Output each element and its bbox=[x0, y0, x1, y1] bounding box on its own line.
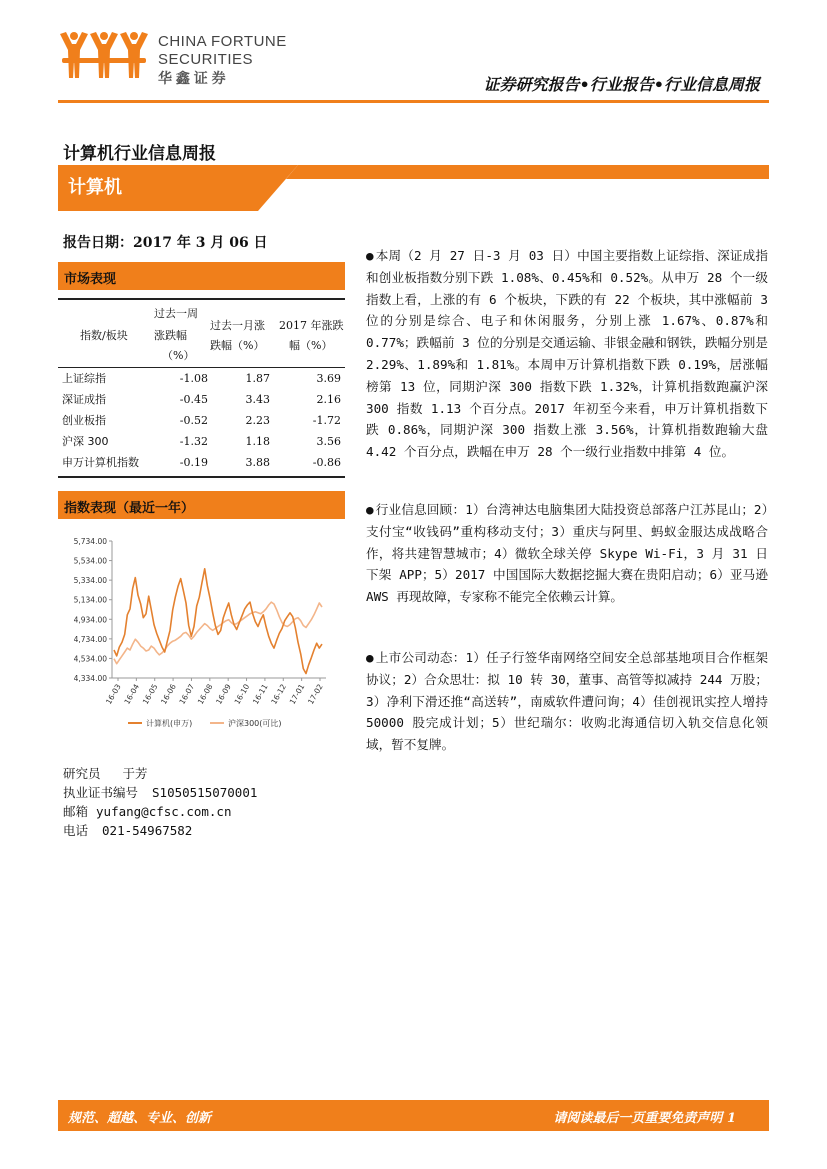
row-name: 沪深 300 bbox=[62, 435, 109, 448]
row-ytd: 2.16 bbox=[316, 393, 341, 406]
table-header-month-1: 过去一月涨 bbox=[210, 319, 265, 332]
market-section-label: 市场表现 bbox=[64, 272, 117, 287]
x-tick-label: 16-04 bbox=[122, 682, 142, 706]
cert-label: 执业证书编号 bbox=[63, 785, 139, 800]
y-tick-label: 4,734.00 bbox=[73, 634, 107, 644]
bullet-icon: ● bbox=[366, 248, 374, 263]
x-tick-label: 16-08 bbox=[195, 682, 215, 706]
analyst-role-label: 研究员 bbox=[63, 766, 101, 781]
table-header-name: 指数/板块 bbox=[80, 329, 128, 342]
row-name: 上证综指 bbox=[62, 372, 106, 385]
report-type: 证券研究报告•行业报告•行业信息周报 bbox=[483, 75, 760, 94]
phone-label: 电话 bbox=[63, 823, 89, 838]
row-month: 2.23 bbox=[245, 414, 270, 427]
logo-figures-icon bbox=[58, 28, 150, 84]
row-week: -1.08 bbox=[179, 372, 208, 385]
legend-label-1: 沪深300(可比) bbox=[228, 719, 282, 728]
x-tick-label: 16-06 bbox=[159, 682, 178, 706]
paragraph-industry-news bbox=[366, 499, 768, 608]
x-tick-label: 16-10 bbox=[232, 682, 252, 706]
row-name: 创业板指 bbox=[62, 414, 106, 427]
row-week: -1.32 bbox=[179, 435, 208, 448]
phone-number: 021-54967582 bbox=[102, 823, 193, 838]
row-month: 3.43 bbox=[245, 393, 270, 406]
sector-banner bbox=[58, 165, 769, 211]
table-header-week-1: 过去一周 bbox=[154, 307, 198, 320]
x-tick-label: 16-09 bbox=[214, 682, 233, 706]
row-week: -0.45 bbox=[179, 393, 208, 406]
x-tick-label: 16-11 bbox=[250, 682, 270, 706]
row-week: -0.19 bbox=[179, 456, 208, 469]
row-ytd: -0.86 bbox=[312, 456, 341, 469]
report-date: 报告日期：2017 年 3 月 06 日 bbox=[63, 235, 268, 251]
row-month: 1.18 bbox=[245, 435, 270, 448]
row-month: 1.87 bbox=[245, 372, 270, 385]
analyst-name: 于芳 bbox=[122, 766, 148, 781]
x-tick-label: 17-02 bbox=[306, 682, 325, 706]
analyst-block bbox=[63, 764, 257, 840]
y-tick-label: 5,734.00 bbox=[73, 537, 107, 546]
row-week: -0.52 bbox=[179, 414, 208, 427]
company-logo bbox=[58, 28, 150, 84]
sector-title: 计算机 bbox=[68, 177, 122, 198]
bullet-icon: ● bbox=[366, 502, 374, 517]
table-top-rule bbox=[58, 298, 345, 300]
y-tick-label: 5,134.00 bbox=[73, 595, 107, 605]
table-header-rule bbox=[58, 367, 345, 368]
bullet-icon: ● bbox=[366, 650, 374, 665]
row-ytd: 3.56 bbox=[316, 435, 341, 448]
table-header-ytd-2: 幅（%） bbox=[289, 339, 333, 352]
x-tick-label: 16-12 bbox=[269, 682, 289, 706]
row-ytd: 3.69 bbox=[316, 372, 341, 385]
legend-label-0: 计算机(申万) bbox=[146, 719, 193, 728]
email-row bbox=[63, 802, 257, 821]
paragraph-company-news bbox=[366, 647, 768, 756]
table-header-week-3: （%） bbox=[162, 349, 195, 362]
phone-row bbox=[63, 821, 257, 840]
cert-row bbox=[63, 783, 257, 802]
market-table bbox=[58, 298, 345, 478]
market-section-heading bbox=[58, 262, 345, 290]
y-tick-label: 4,934.00 bbox=[73, 615, 107, 625]
row-name: 申万计算机指数 bbox=[62, 456, 139, 469]
paragraph-weekly-summary bbox=[366, 245, 768, 463]
header-rule bbox=[58, 100, 769, 103]
company-name-en-line1: CHINA FORTUNE bbox=[158, 33, 287, 50]
x-tick-label: 17-01 bbox=[287, 682, 307, 706]
email-label: 邮箱 bbox=[63, 804, 89, 819]
x-tick-label: 16-05 bbox=[140, 682, 160, 706]
page-title: 计算机行业信息周报 bbox=[63, 144, 216, 164]
row-month: 3.88 bbox=[245, 456, 270, 469]
table-bottom-rule bbox=[58, 476, 345, 478]
paragraph-text: 本周（2 月 27 日-3 月 03 日）中国主要指数上证综指、深证成指和创业板指数分别下跌 1.08%、0.45%和 0.52%。从申万 28 个一级指数上看，上涨的有 6 个板块，下跌的有 22 个板块，其中涨幅前 3 位的分别是综合、电子和休闲服务，分别上涨 1.67%、0.87%和 0.77%；跌幅前 3 位的分别是交通运输、非银金融和钢铁，跌幅分别是 2.29%、1.89%和 1.81%。本周申万计算机指数下跌 0.19%，居涨幅榜第 13 位，同期沪深 300 指数下跌 1.32%，计算机指数跑赢沪深 300 指数 1.13 个百分点。2017 年初至今来看，申万计算机指数下跌 0.86%，同期沪深 300 指数上涨 3.56%，计算机指数跑输大盘 4.42 个百分点，跌幅在申万 28 个一级行业指数中排第 4 位。 bbox=[366, 248, 768, 460]
cert-number: S1050515070001 bbox=[152, 785, 258, 800]
footer-slogan: 规范、超越、专业、创新 bbox=[68, 1111, 212, 1126]
y-tick-label: 5,334.00 bbox=[73, 576, 107, 586]
footer-bar bbox=[58, 1100, 769, 1131]
paragraph-text: 行业信息回顾：1）台湾神达电脑集团大陆投资总部落户江苏昆山；2）支付宝“收钱码”重构移动支付；3）重庆与阿里、蚂蚁金服达成战略合作，将共建智慧城市；4）微软全球关停 Skype Wi-Fi，3 月 31 日下架 APP；5）2017 中国国际大数据挖掘大赛在贵阳启动；6）亚马逊 AWS 再现故障，专家称不能完全依赖云计算。 bbox=[366, 502, 768, 605]
row-ytd: -1.72 bbox=[312, 414, 341, 427]
table-header-ytd-1: 2017 年涨跌 bbox=[279, 319, 344, 332]
index-section-label: 指数表现（最近一年） bbox=[64, 501, 195, 516]
analyst-row bbox=[63, 764, 257, 783]
table-header-month-2: 跌幅（%） bbox=[210, 339, 265, 352]
footer-disclaimer-link[interactable]: 请阅读最后一页重要免责声明 1 bbox=[553, 1111, 736, 1126]
y-tick-label: 4,534.00 bbox=[73, 654, 107, 664]
x-tick-label: 16-07 bbox=[177, 682, 197, 706]
paragraph-text: 上市公司动态：1）任子行签华南网络空间安全总部基地项目合作框架协议；2）合众思壮：拟 10 转 30，董事、高管等拟减持 244 万股；3）净利下滑还推“高送转”，南威软件遭问询；4）佳创视讯实控人增持 50000 股完成计划；5）世纪瑞尔：收购北海通信切入轨交信息化领域，暂不复牌。 bbox=[366, 650, 768, 753]
index-section-heading bbox=[58, 491, 345, 519]
company-name-cn: 华 鑫 证 券 bbox=[158, 70, 226, 86]
email-link[interactable]: yufang@cfsc.com.cn bbox=[96, 804, 232, 819]
company-name-en-line2: SECURITIES bbox=[158, 51, 254, 68]
table-header-week-2: 涨跌幅 bbox=[154, 329, 187, 342]
row-name: 深证成指 bbox=[62, 393, 106, 406]
y-tick-label: 4,334.00 bbox=[73, 674, 107, 683]
index-chart bbox=[58, 525, 345, 760]
series-line-0 bbox=[114, 569, 322, 674]
index-chart-svg bbox=[58, 525, 345, 760]
y-tick-label: 5,534.00 bbox=[73, 556, 107, 566]
x-tick-label: 16-03 bbox=[104, 682, 123, 706]
